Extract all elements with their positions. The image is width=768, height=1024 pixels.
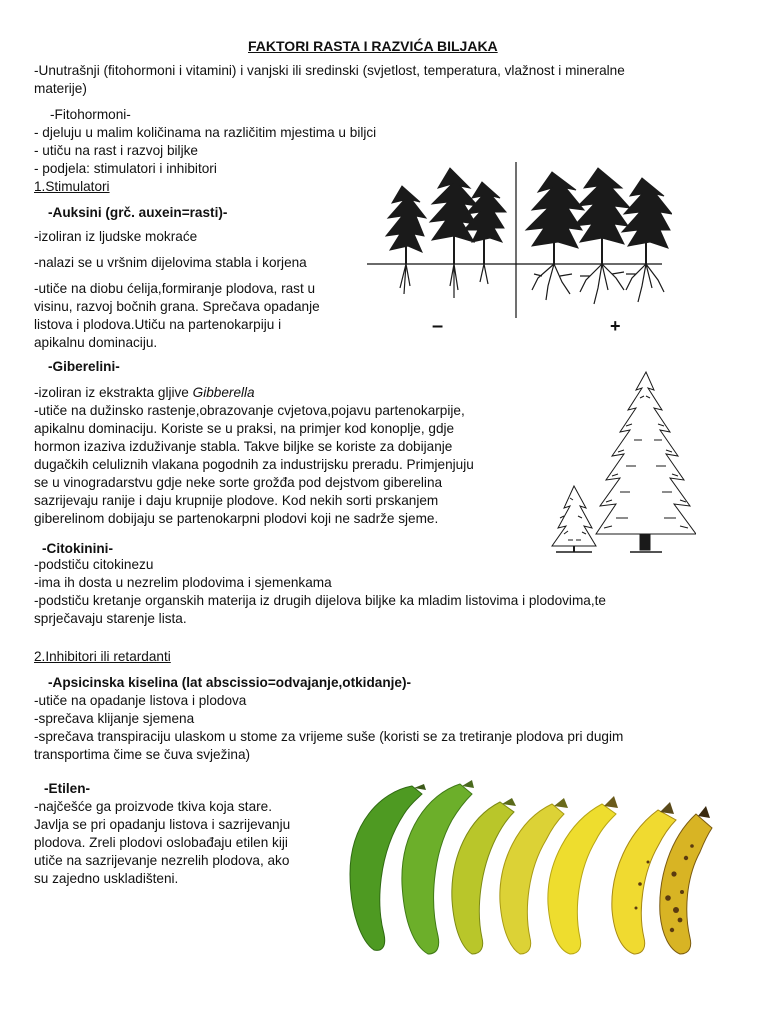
figure-minus-label: – [432,315,444,337]
fito-line: - podjela: stimulatori i inhibitori [34,161,217,176]
intro-line-2: materije) [34,81,87,96]
etilen-line: utiče na sazrijevanje nezrelih plodova, ako [34,853,290,868]
auksini-line: -nalazi se u vršnim dijelovima stabla i korjena [34,255,307,270]
trees-figure [546,368,696,554]
giberelini-line: giberelinom dobijaju se partenokarpni plodovi koji ne sadrže sjeme. [34,511,439,526]
auksini-line: -utiče na diobu ćelija,formiranje plodova, rast u [34,281,316,296]
fitohormoni-heading: -Fitohormoni- [50,107,131,122]
auksini-line: visinu, razvoj bočnih grana. Sprečava opadanje [34,299,320,314]
giberelini-line: sazrijevaju ranije i daju krupnije plodove. Kod nekih sorti prskanjem [34,493,439,508]
citokinini-line: sprječavaju starenje lista. [34,611,187,626]
abscisinska-line: -sprečava transpiraciju ulaskom u stome za vrijeme suše (koristi se za tretiranje plodova pri dugim [34,729,624,744]
auksini-line: -izoliran iz ljudske mokraće [34,229,198,244]
abscisinska-line: transportima čime se čuva svježina) [34,747,251,762]
citokinini-line: -podstiču citokinezu [34,557,154,572]
etilen-line: plodova. Zreli plodovi oslobađaju etilen kiji [34,835,288,850]
auksini-heading: -Auksini (grč. auxein=rasti)- [48,205,228,220]
fito-line: - djeluju u malim količinama na različitim mjestima u biljci [34,125,377,140]
inhibitori-heading: 2.Inhibitori ili retardanti [34,649,171,664]
intro-line-1: -Unutrašnji (fitohormoni i vitamini) i vanjski ili sredinski (svjetlost, temperatura, vlažnost i mineralne [34,63,625,78]
etilen-line: Javlja se pri opadanju listova i sazrijevanju [34,817,291,832]
page-title: FAKTORI RASTA I RAZVIĆA BILJAKA [248,38,498,54]
banana-ripening-photo [340,774,716,958]
auksini-line: apikalnu dominaciju. [34,335,158,350]
etilen-heading: -Etilen- [44,781,91,796]
citokinini-heading: -Citokinini- [42,541,113,556]
giberelini-line: apikalnu dominaciju. Koriste se u praksi, na primjer kod konoplje, gdje [34,421,455,436]
fito-line: - utiču na rast i razvoj biljke [34,143,198,158]
giberelini-line-1 [34,384,255,402]
figure-plus-label: + [610,316,621,336]
abscisinska-heading: -Apsicinska kiselina (lat abscissio=odvajanje,otkidanje)- [48,675,412,690]
giberelini-line-prefix: -izoliran iz ekstrakta gljive [34,385,193,400]
abscisinska-line: -sprečava klijanje sjemena [34,711,195,726]
abscisinska-line: -utiče na opadanje listova i plodova [34,693,247,708]
auxin-seedlings-figure [362,158,672,338]
stimulatori-heading: 1.Stimulatori [34,179,110,194]
citokinini-line: -podstiču kretanje organskih materija iz drugih dijelova biljke ka mladim listovima i plodovima,te [34,593,606,608]
giberelini-line: hormon izaziva izduživanje stabla. Takve biljke se koriste za dobijanje [34,439,453,454]
giberelini-heading: -Giberelini- [48,359,120,374]
citokinini-line: -ima ih dosta u nezrelim plodovima i sjemenkama [34,575,332,590]
giberelini-line: se u vinogradarstvu gdje neke sorte grožđa pod dejstvom giberelina [34,475,443,490]
giberelini-line: dugačkih celuliznih vlakana pogodnih za industrijsku preradu. Primjenjuju [34,457,474,472]
giberelini-line: -utiče na dužinsko rastenje,obrazovanje cvjetova,pojavu partenokarpije, [34,403,465,418]
gibberella-name: Gibberella [192,385,255,400]
etilen-line: -najčešće ga proizvode tkiva koja stare. [34,799,273,814]
etilen-line: su zajedno uskladišteni. [34,871,179,886]
auksini-line: listova i plodova.Utiču na partenokarpiju i [34,317,282,332]
